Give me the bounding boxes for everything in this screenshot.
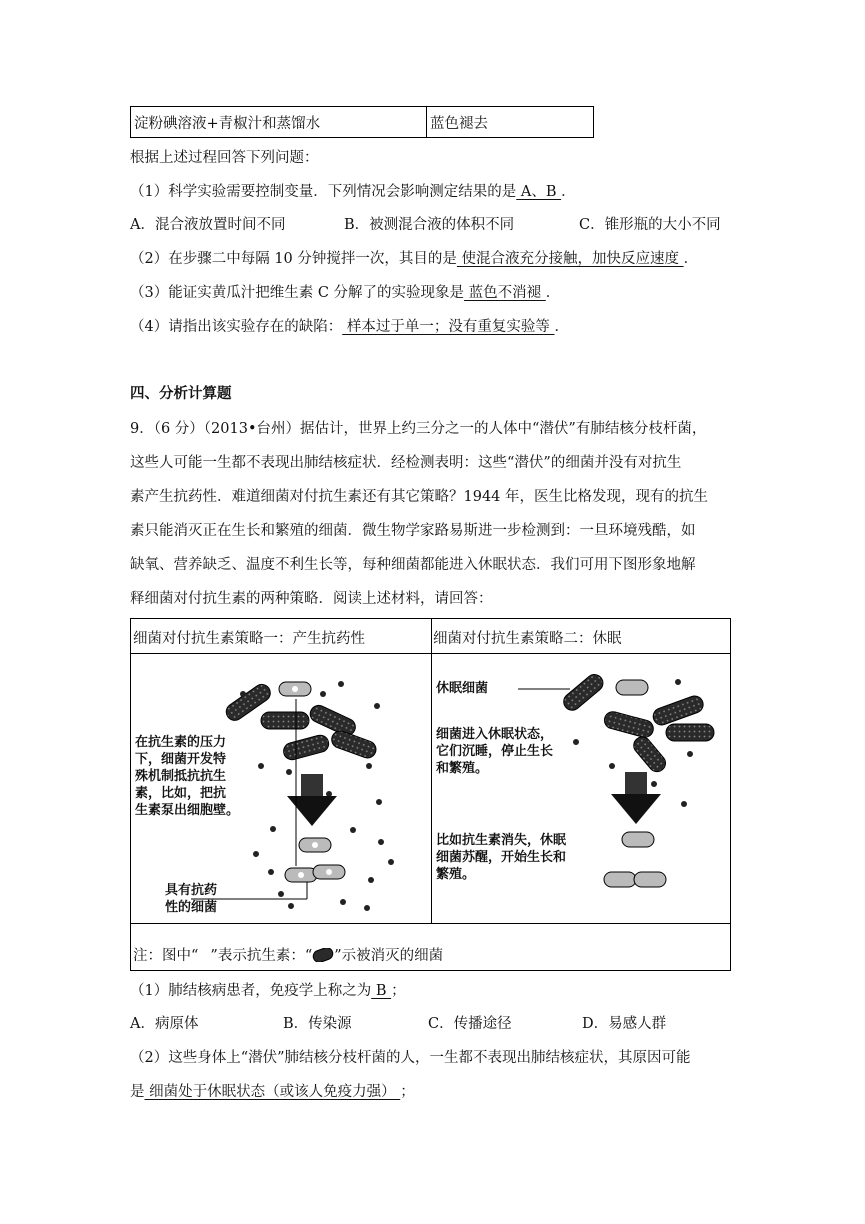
dormant-bacteria-label: 休眠细菌 — [436, 681, 489, 696]
option-c: C．传播途径 — [428, 1016, 512, 1032]
sub-question-1 — [130, 981, 406, 1001]
resistance-figure — [131, 654, 431, 922]
note-text: 注：图中“ — [133, 948, 199, 964]
table-cell: 蓝色褪去 — [427, 107, 594, 138]
question-text: （3）能证实黄瓜汁把维生素 C 分解了的实验现象是 — [130, 285, 465, 301]
option-b: B．被测混合液的体积不同 — [344, 217, 515, 233]
option-a: A．病原体 — [130, 1016, 199, 1032]
question-text: （1）科学实验需要控制变量．下列情况会影响测定结果的是 — [130, 184, 517, 200]
question-suffix: ． — [545, 285, 561, 301]
option-a: A．混合液放置时间不同 — [130, 217, 286, 233]
question-text: （4）请指出该实验存在的缺陷： — [130, 319, 343, 335]
intro-text: 根据上述过程回答下列问题： — [130, 150, 319, 166]
dormancy-label: 细菌进入休眠状态， 它们沉睡，停止生长 和繁殖。 — [436, 727, 554, 776]
question-suffix: ． — [683, 251, 699, 267]
question-4 — [130, 317, 569, 337]
paragraph-line: 这些人可能一生都不表现出肺结核症状．经检测表明：这些“潜伏”的细菌并没有对抗生 — [130, 455, 682, 471]
question-3 — [130, 283, 560, 303]
answer: A、B — [516, 184, 562, 200]
note-text: ”表示抗生素：“ — [210, 948, 313, 964]
resistant-bacteria-label: 具有抗药 性的细菌 — [165, 883, 218, 915]
figure-note — [133, 944, 443, 965]
answer: 样本过于单一；没有重复实验等 — [342, 319, 555, 335]
option-d: D．易感人群 — [582, 1016, 667, 1032]
paragraph-line: 释细菌对付抗生素的两种策略．阅读上述材料，请回答： — [130, 591, 493, 607]
question-text: 是 — [130, 1084, 145, 1100]
table-cell: 淀粉碘溶液+青椒汁和蒸馏水 — [131, 107, 427, 138]
question-text: （1）肺结核病患者，免疫学上称之为 — [130, 983, 372, 999]
sub-question-2-answer-line — [130, 1082, 415, 1102]
strategy-one-header: 细菌对付抗生素策略一：产生抗药性 — [133, 631, 365, 647]
answer: 蓝色不消褪 — [464, 285, 546, 301]
answer: B — [371, 983, 392, 999]
dead-bacterium-icon — [312, 948, 334, 962]
paragraph-line: 素只能消灭正在生长和繁殖的细菌．微生物学家路易斯进一步检测到：一旦环境残酷，如 — [130, 523, 696, 539]
answer: 细菌处于休眠状态（或该人免疫力强） — [144, 1084, 401, 1100]
result-table — [130, 106, 594, 138]
note-text: ”示被消灭的细菌 — [334, 948, 444, 964]
revival-label: 比如抗生素消失，休眠 细菌苏醒，开始生长和 繁殖。 — [436, 833, 567, 882]
question-text: （2）在步骤二中每隔 10 分钟搅拌一次，其目的是 — [130, 251, 457, 267]
option-b: B．传染源 — [283, 1016, 352, 1032]
section-title: 四、分析计算题 — [130, 385, 232, 402]
question-1 — [130, 182, 576, 202]
down-arrow-icon — [287, 774, 337, 826]
question-suffix: ； — [391, 983, 406, 999]
resistance-label: 在抗生素的压力 下，细菌开发特 殊机制抵抗抗生 素，比如，把抗 生素泵出细胞壁。 — [135, 735, 240, 818]
answer: 使混合液充分接触，加快反应速度 — [456, 251, 684, 267]
question-2 — [130, 249, 698, 269]
question-suffix: ． — [561, 184, 576, 200]
option-c: C．锥形瓶的大小不同 — [579, 217, 721, 233]
paragraph-line: 缺氧、营养缺乏、温度不利生长等，每种细菌都能进入休眠状态．我们可用下图形象地解 — [130, 557, 696, 573]
table-row — [131, 107, 594, 138]
paragraph-line: 9．（6 分）（2013•台州）据估计，世界上约三分之一的人体中“潜伏”有肺结核分枝杆菌， — [130, 421, 707, 437]
dormancy-figure — [432, 654, 730, 922]
strategy-two-header: 细菌对付抗生素策略二：休眠 — [433, 631, 622, 647]
sub-question-2: （2）这些身体上“潜伏”肺结核分枝杆菌的人，一生都不表现出肺结核症状，其原因可能 — [130, 1050, 691, 1066]
question-suffix: ． — [554, 319, 569, 335]
down-arrow-icon — [611, 772, 661, 824]
question-suffix: ； — [400, 1084, 415, 1100]
strategy-table — [130, 618, 731, 971]
paragraph-line: 素产生抗药性．难道细菌对付抗生素还有其它策略？1944 年，医生比格发现，现有的抗生 — [130, 489, 709, 505]
